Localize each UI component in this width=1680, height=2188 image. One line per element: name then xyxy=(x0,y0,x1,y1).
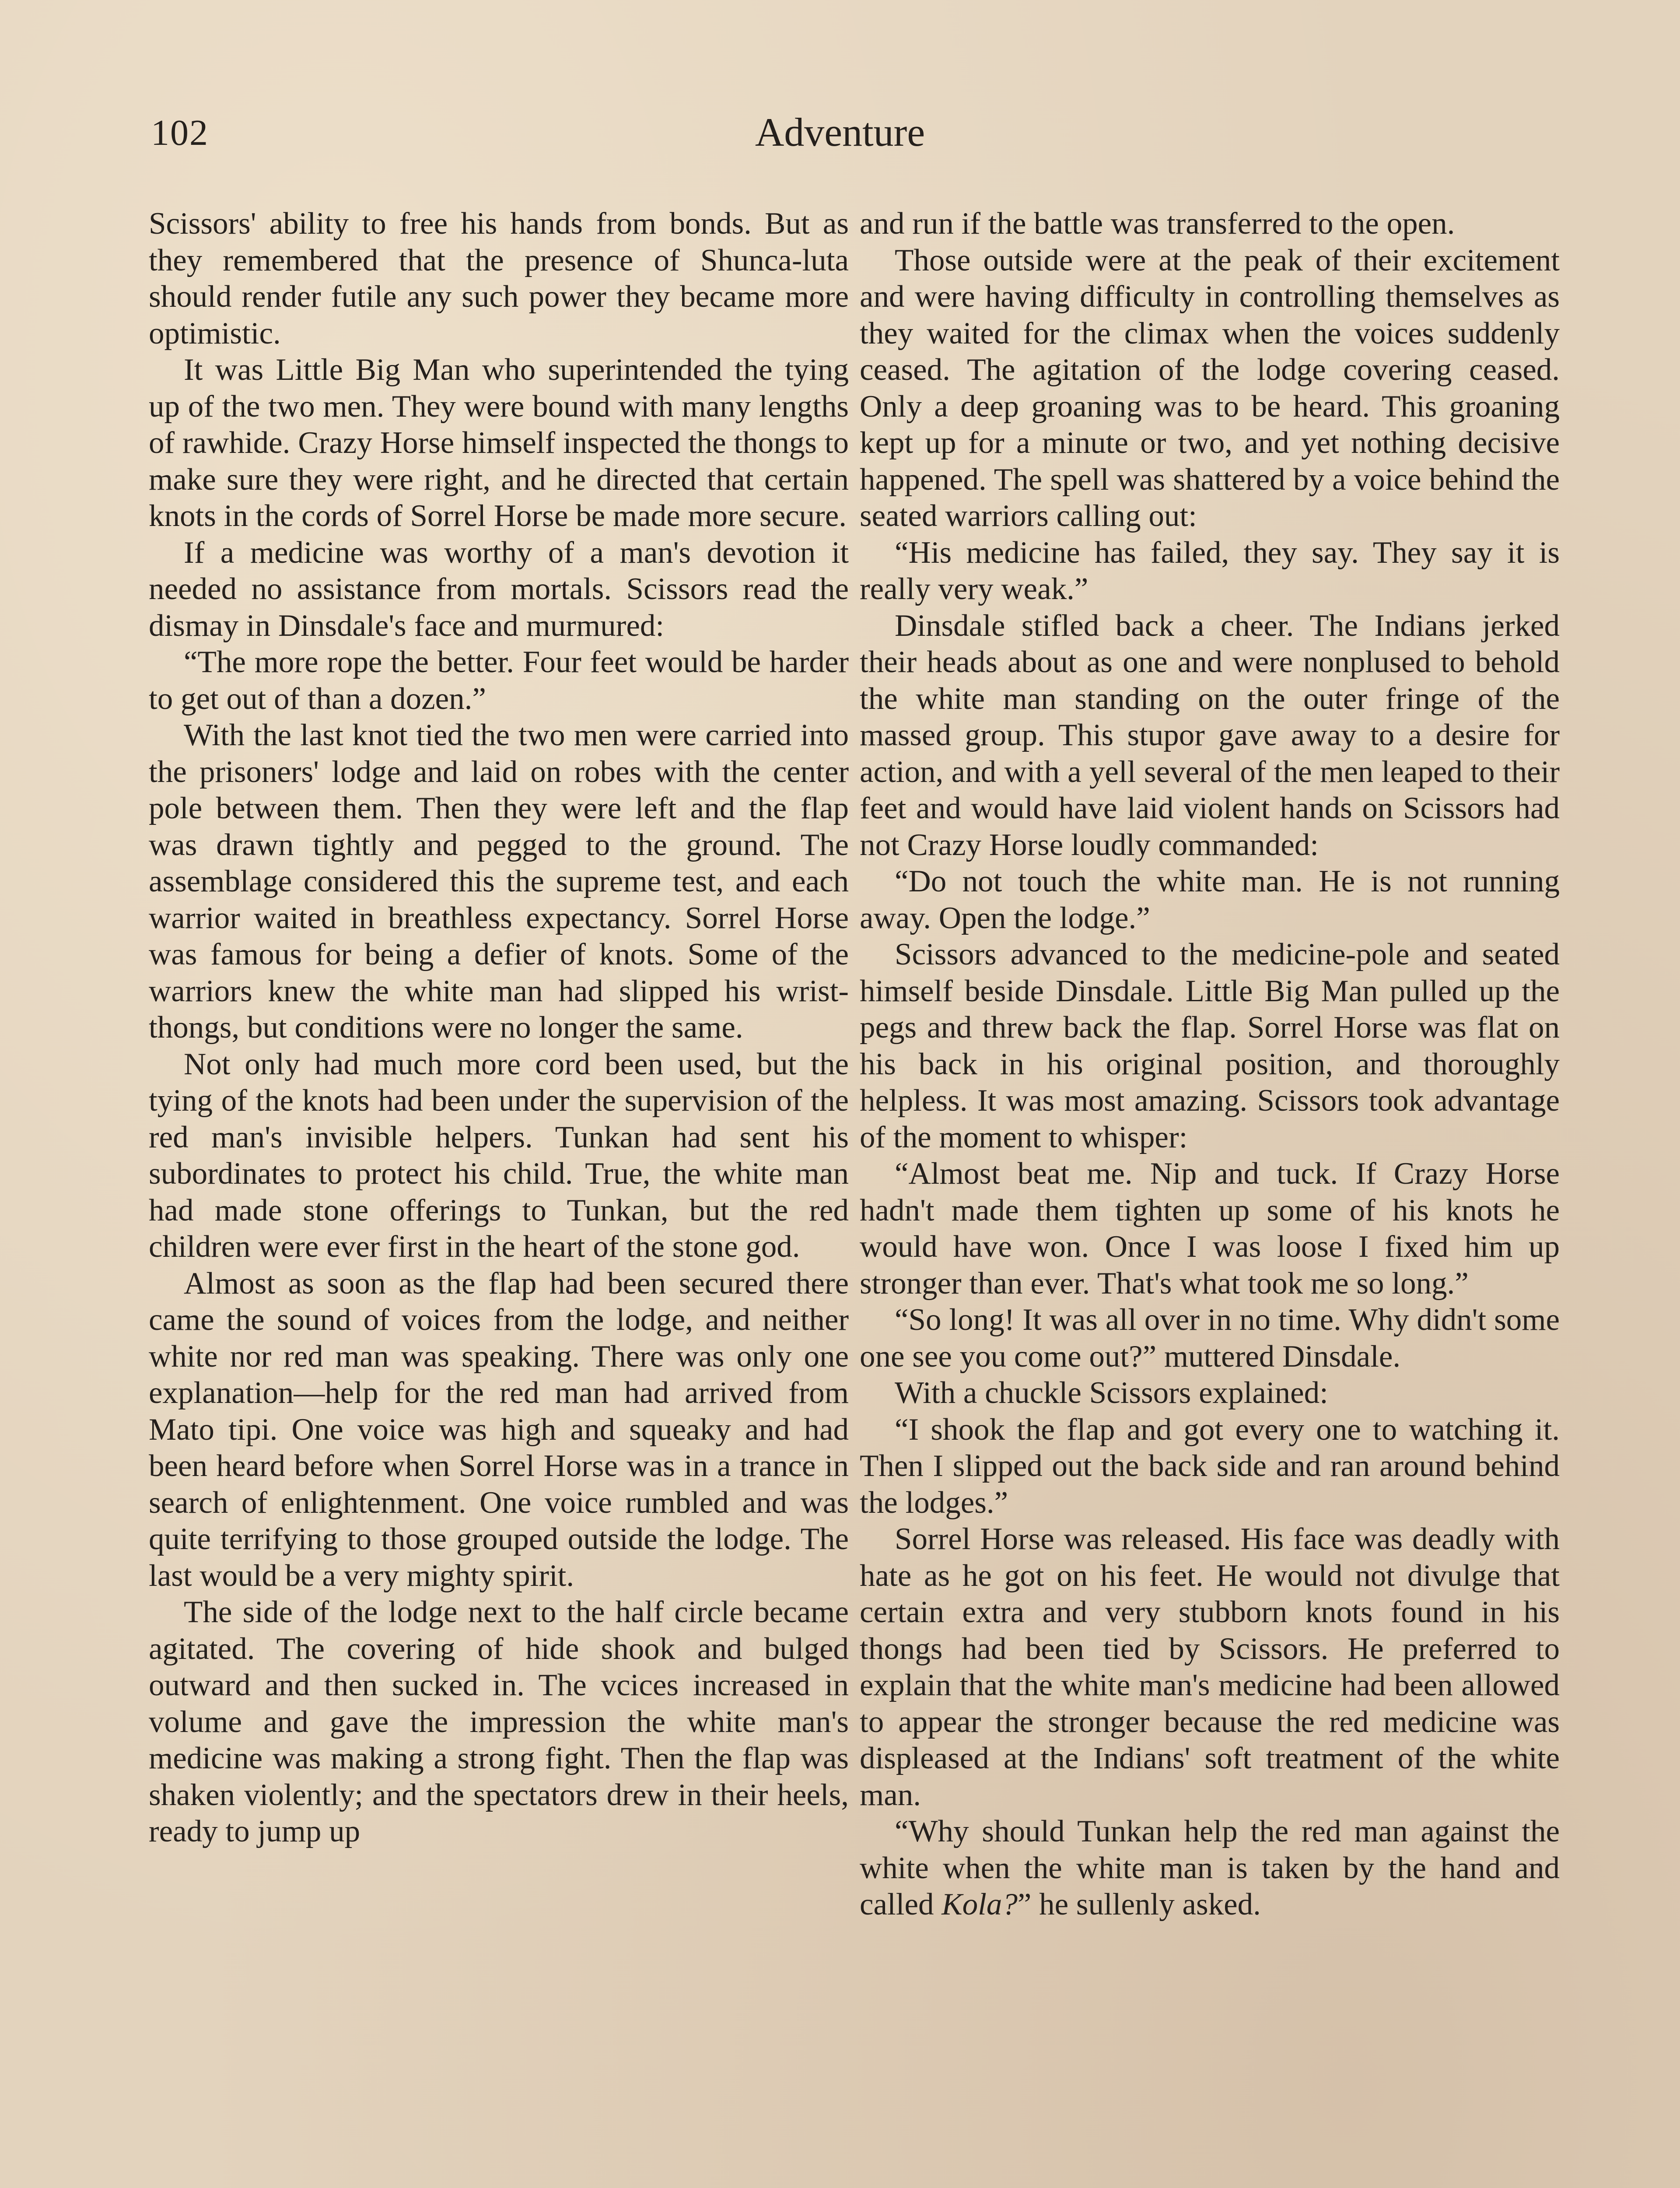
running-title: Adventure xyxy=(755,110,925,154)
last-paragraph xyxy=(860,1813,1560,1923)
paragraph: Not only had much more cord been used, but the tying of the knots had been under the supervision of the red man's invisible helpers. Tunkan had sent his subordinates to protect his child. True, the white man had made stone offerings to Tunkan, but the red children were ever first in the heart of the stone god. xyxy=(149,1047,849,1264)
paragraph: and run if the battle was transferred to the open. xyxy=(860,207,1455,241)
paragraph: “Do not touch the white man. He is not running away. Open the lodge.” xyxy=(860,864,1560,935)
paragraph: If a medicine was worthy of a man's devotion it needed no assistance from mortals. Scissors read the dismay in Dinsdale's face and murmured: xyxy=(149,535,849,643)
paragraph: “The more rope the better. Four feet would be harder to get out of than a dozen.” xyxy=(149,645,849,716)
paragraph: Scissors' ability to free his hands from bonds. But as they remembered that the presence of Shunca-luta should render futile any such power they became more optimistic. xyxy=(149,207,849,351)
page-header xyxy=(151,112,1529,173)
paragraph: Scissors advanced to the medicine-pole and seated himself beside Dinsdale. Little Big Man pulled up the pegs and threw back the flap. Sorrel Horse was flat on his back in his original position, and thoroughly helpless. It was most amazing. Scissors took advantage of the moment to whisper: xyxy=(860,937,1560,1154)
italic-word: Kola? xyxy=(942,1887,1018,1922)
paragraph: “So long! It was all over in no time. Why didn't some one see you come out?” muttered Dinsdale. xyxy=(860,1303,1560,1374)
paragraph: Almost as soon as the flap had been secured there came the sound of voices from the lodge, and neither white nor red man was speaking. There was only one explanation—help for the red man had arrived from Mato tipi. One voice was high and squeaky and had been heard before when Sorrel Horse was in a trance in search of enlightenment. One voice rumbled and was quite terrifying to those grouped outside the lodge. The last would be a very mighty spirit. xyxy=(149,1266,849,1593)
page-number: 102 xyxy=(151,112,209,153)
right-column xyxy=(860,206,1560,1923)
paragraph: Those outside were at the peak of their excitement and were having difficulty in controlling themselves as they waited for the climax when the voices suddenly ceased. The agitation of the lodge covering ceased. Only a deep groaning was to be heard. This groaning kept up for a minute or two, and yet nothing decisive happened. The spell was shattered by a voice behind the seated warriors calling out: xyxy=(860,243,1560,533)
left-column xyxy=(149,206,849,1850)
paragraph: With a chuckle Scissors explained: xyxy=(895,1376,1328,1410)
text-run: “Why should Tunkan help the red man against the white when the white man is taken by the hand and called xyxy=(860,1814,1560,1922)
paragraph: “Almost beat me. Nip and tuck. If Crazy Horse hadn't made them tighten up some of his knots he would have won. Once I was loose I fixed him up stronger than ever. That's what took me so long.” xyxy=(860,1157,1560,1301)
paragraph: It was Little Big Man who superintended the tying up of the two men. They were bound with many lengths of rawhide. Crazy Horse himself inspected the thongs to make sure they were right, and he directed that certain knots in the cords of Sorrel Horse be made more secure. xyxy=(149,353,849,533)
paragraph: The side of the lodge next to the half circle became agitated. The covering of hide shook and bulged outward and then sucked in. The vcices increased in volume and gave the impression the white man's medicine was making a strong fight. Then the flap was shaken violently; and the spectators drew in their heels, ready to jump up xyxy=(149,1595,849,1848)
paragraph: Sorrel Horse was released. His face was deadly with hate as he got on his feet. He would not divulge that certain extra and very stubborn knots found in his thongs had been tied by Scissors. He preferred to explain that the white man's medicine had been allowed to appear the stronger because the red medicine was displeased at the Indians' soft treatment of the white man. xyxy=(860,1522,1560,1812)
paragraph: Dinsdale stifled back a cheer. The Indians jerked their heads about as one and were nonplused to behold the white man standing on the outer fringe of the massed group. This stupor gave away to a desire for action, and with a yell several of the men leaped to their feet and would have laid violent hands on Scissors had not Crazy Horse loudly commanded: xyxy=(860,608,1560,862)
paragraph: “I shook the flap and got every one to watching it. Then I slipped out the back side and ran around behind the lodges.” xyxy=(860,1412,1560,1520)
paragraph: “His medicine has failed, they say. They say it is really very weak.” xyxy=(860,535,1560,606)
paragraph: With the last knot tied the two men were carried into the prisoners' lodge and laid on robes with the center pole between them. Then they were left and the flap was drawn tightly and pegged to the ground. The assemblage considered this the supreme test, and each warrior waited in breathless expectancy. Sorrel Horse was famous for being a defier of knots. Some of the warriors knew the white man had slipped his wrist-thongs, but conditions were no longer the same. xyxy=(149,718,849,1045)
text-run: ” he sullenly asked. xyxy=(1017,1887,1261,1922)
